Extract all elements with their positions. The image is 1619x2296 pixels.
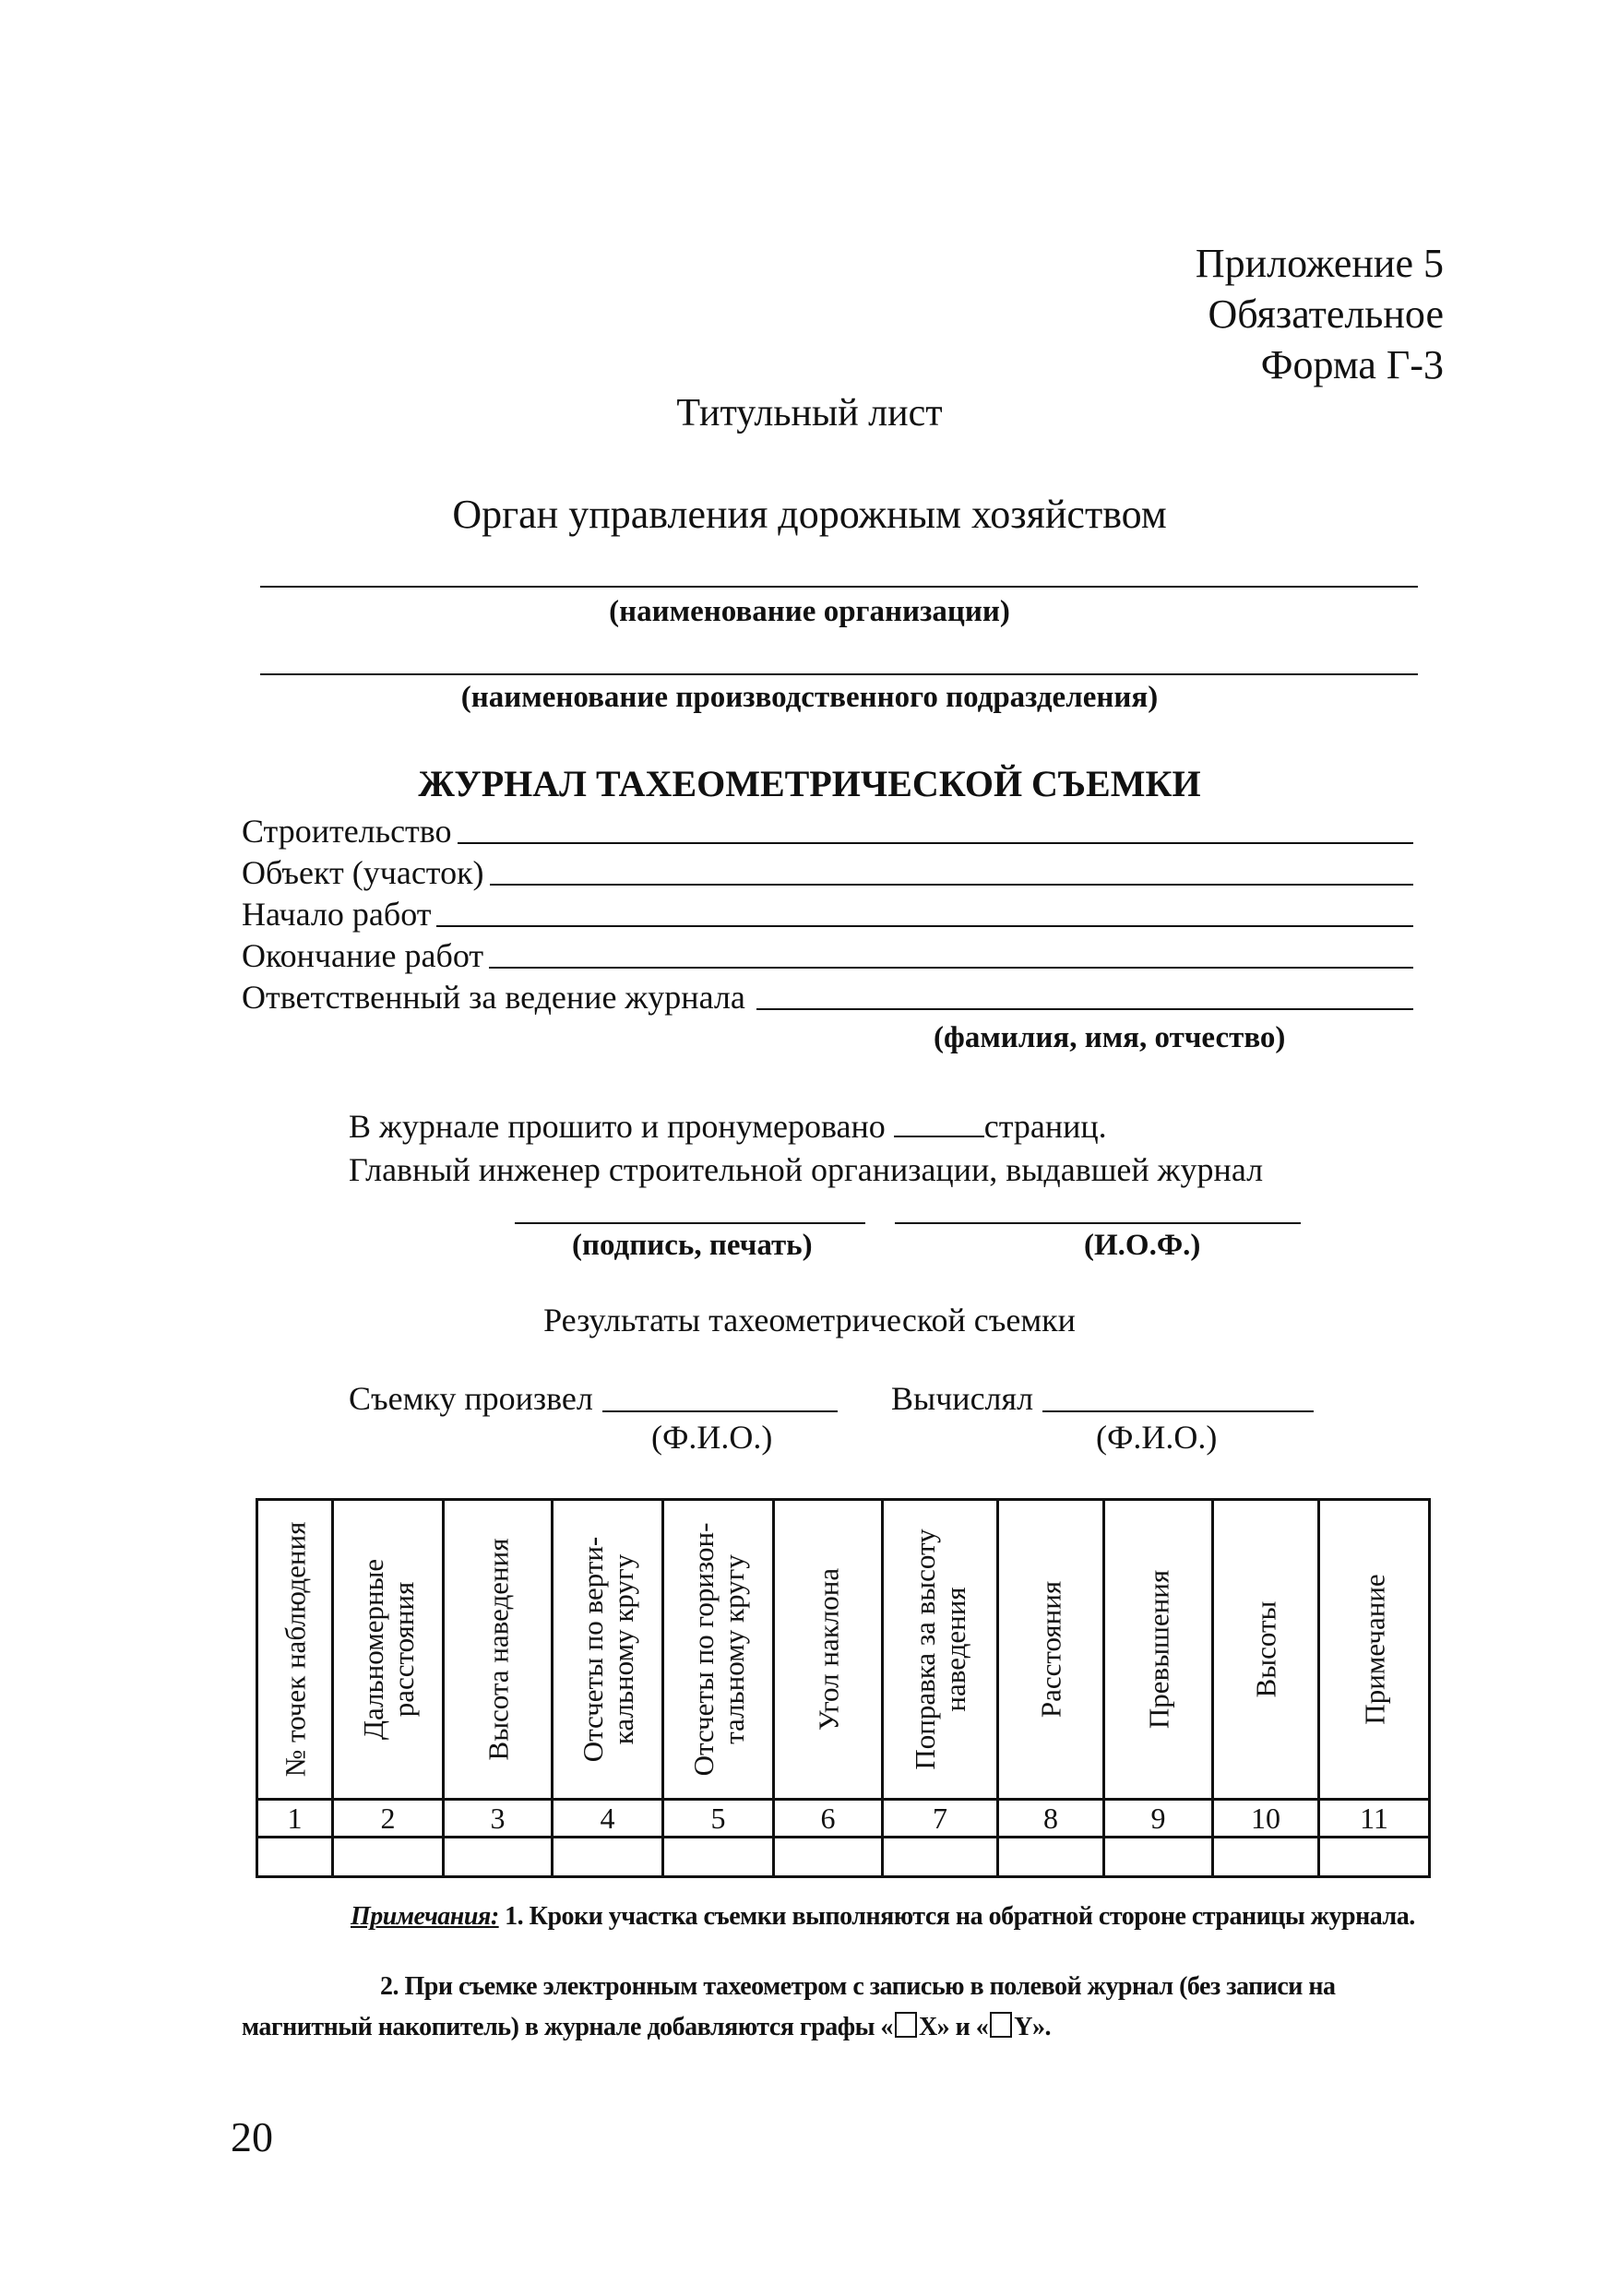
division-name-caption: (наименование производственного подразделения)	[460, 681, 1159, 714]
table-cell	[444, 1838, 553, 1877]
signature-line	[515, 1222, 865, 1224]
journal-title: ЖУРНАЛ ТАХЕОМЕТРИЧЕСКОЙ СЪЕМКИ	[418, 763, 1201, 804]
table-header-row	[257, 1500, 1430, 1800]
column-number: 8	[998, 1800, 1104, 1838]
column-number: 4	[553, 1800, 663, 1838]
column-number: 7	[883, 1800, 998, 1838]
notes-label: Примечания:	[351, 1902, 499, 1931]
field-end-label: Окончание работ	[242, 937, 484, 974]
header-slope-angle: Угол наклона	[812, 1567, 844, 1731]
header-distances: Расстояния	[1034, 1580, 1067, 1719]
table-cell	[553, 1838, 663, 1877]
checkbox-glyph	[990, 2012, 1012, 2038]
appendix-status: Обязательное	[1208, 291, 1444, 337]
field-start-label: Начало работ	[242, 896, 432, 933]
binding-statement	[349, 1107, 1107, 1146]
column-number: 10	[1213, 1800, 1319, 1838]
org-name-caption: (наименование организации)	[609, 595, 1010, 628]
column-number: 9	[1104, 1800, 1213, 1838]
column-number: 3	[444, 1800, 553, 1838]
org-name-line	[260, 586, 1418, 588]
header-cell	[1319, 1500, 1430, 1800]
note-2-text-b: X» и «	[918, 2013, 989, 2041]
signature-caption: (подпись, печать)	[572, 1229, 813, 1262]
column-number: 2	[333, 1800, 444, 1838]
table-cell	[333, 1838, 444, 1877]
appendix-number: Приложение 5	[1195, 241, 1444, 286]
header-remarks: Примечание	[1358, 1574, 1390, 1725]
column-number: 1	[257, 1800, 333, 1838]
table-cell	[1319, 1838, 1430, 1877]
surveyed-by	[349, 1379, 838, 1418]
field-start	[242, 895, 1413, 934]
table-cell	[998, 1838, 1104, 1877]
field-object-label: Объект (участок)	[242, 854, 484, 891]
field-responsible	[242, 978, 1413, 1017]
header-cell	[1213, 1500, 1319, 1800]
note-2-text-a: 2. При съемке электронным тахеометром с записью в полевой журнал (без записи на магнитный накопитель) в журнале добавляются графы «	[242, 1972, 1336, 2041]
page-number: 20	[231, 2113, 273, 2160]
chief-engineer: Главный инженер строительной организации, выдавшей журнал	[349, 1151, 1264, 1188]
field-construction-label: Строительство	[242, 813, 452, 850]
header-cell	[883, 1500, 998, 1800]
column-number: 5	[663, 1800, 774, 1838]
results-title: Результаты тахеометрической съемки	[543, 1302, 1076, 1338]
header-horizontal-reading: Отсчеты по горизон-тальному кругу	[686, 1522, 750, 1777]
column-number-row	[257, 1800, 1430, 1838]
initials-line	[895, 1222, 1301, 1224]
column-number: 6	[774, 1800, 883, 1838]
header-height-correction: Поправка за высоту наведения	[909, 1529, 971, 1770]
table-cell	[1104, 1838, 1213, 1877]
table-cell	[257, 1838, 333, 1877]
checkbox-glyph	[895, 2012, 917, 2038]
field-responsible-label: Ответственный за ведение журнала	[242, 979, 745, 1016]
table-cell	[663, 1838, 774, 1877]
survey-table	[256, 1498, 1431, 1878]
table-cell	[1213, 1838, 1319, 1877]
header-cell	[1104, 1500, 1213, 1800]
responsible-caption: (фамилия, имя, отчество)	[934, 1021, 1286, 1054]
binding-prefix: В журнале прошито и пронумеровано	[349, 1108, 886, 1145]
table-cell	[774, 1838, 883, 1877]
header-vertical-reading: Отсчеты по верти-кальному кругу	[576, 1536, 639, 1763]
page-title: Титульный лист	[676, 392, 943, 434]
form-code: Форма Г-3	[1260, 342, 1444, 387]
computed-by-caption: (Ф.И.О.)	[1096, 1419, 1218, 1456]
header-cell	[774, 1500, 883, 1800]
field-object	[242, 853, 1413, 892]
field-end	[242, 936, 1413, 975]
note-1	[242, 1902, 1441, 1932]
appendix-label	[1196, 238, 1444, 390]
header-cell	[257, 1500, 333, 1800]
initials-caption: (И.О.Ф.)	[1084, 1229, 1201, 1262]
column-number: 11	[1319, 1800, 1430, 1838]
computed-by	[891, 1379, 1314, 1418]
org-heading: Орган управления дорожным хозяйством	[452, 492, 1167, 537]
note-2	[242, 1967, 1441, 2048]
surveyed-by-label: Съемку произвел	[349, 1380, 593, 1417]
note-1-text: 1. Кроки участка съемки выполняются на обратной стороне страницы журнала.	[498, 1902, 1415, 1931]
binding-suffix: страниц.	[983, 1108, 1107, 1145]
header-cell	[663, 1500, 774, 1800]
header-cell	[998, 1500, 1104, 1800]
field-construction	[242, 812, 1413, 851]
header-elevation-diff: Превышения	[1142, 1569, 1174, 1730]
surveyed-by-caption: (Ф.И.О.)	[651, 1419, 773, 1456]
header-cell	[553, 1500, 663, 1800]
header-cell	[444, 1500, 553, 1800]
division-name-line	[260, 673, 1418, 675]
header-target-height: Высота наведения	[482, 1538, 514, 1761]
header-heights: Высоты	[1249, 1600, 1282, 1698]
table-row	[257, 1838, 1430, 1877]
table-cell	[883, 1838, 998, 1877]
note-2-text-c: Y».	[1014, 2013, 1052, 2041]
header-stadia-distance: Дальномерные расстояния	[356, 1558, 420, 1741]
header-point-number: № точек наблюдения	[279, 1521, 311, 1778]
computed-by-label: Вычислял	[891, 1380, 1034, 1417]
header-cell	[333, 1500, 444, 1800]
